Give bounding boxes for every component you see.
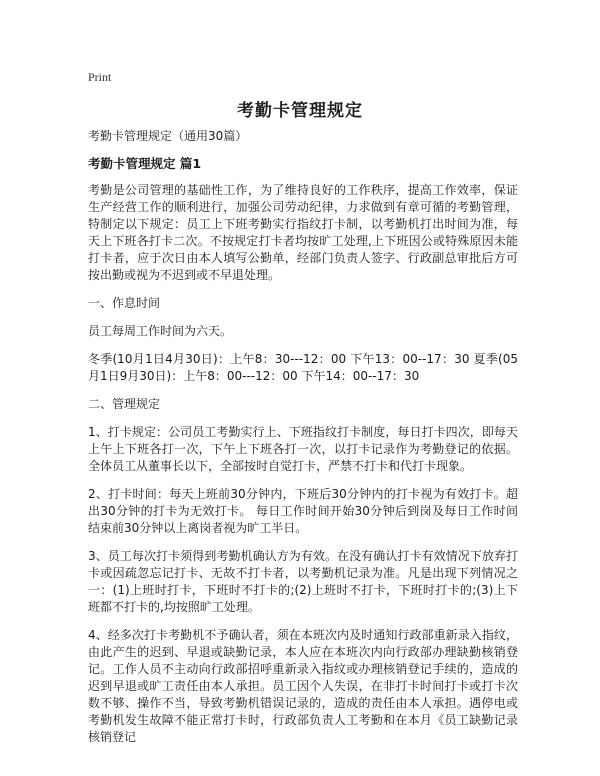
paragraph-rule-4: 4、经多次打卡考勤机不予确认者，须在本班次内及时通知行政部重新录入指纹，由此产生的迟到、早退或缺勤记录，本人应在本班次内向行政部办理缺勤核销登记。工作人员不主动向行政部招呼重新录入指纹或办理核销登记手续的，造成的迟到早退或旷工责任由本人承担。员工因个人失误，在非打卡时间打卡或打卡次数不够、操作不当，导致考勤机错误记录的，造成的责任由本人承担。遇停电或考勤机发生故障不能正常打卡时，行政部负责人工考勤和在本月《员工缺勤记录核销登记 bbox=[88, 628, 518, 744]
document-title: 考勤卡管理规定 bbox=[237, 101, 363, 121]
paragraph-rule-1: 1、打卡规定：公司员工考勤实行上、下班指纹打卡制度，每日打卡四次，即每天上午上下班各打一次，下午上下班各打一次，以打卡记录作为考勤登记的依据。全体员工从董事长以下，全部按时自觉打卡，严禁不打卡和代打卡现象。 bbox=[88, 425, 518, 473]
paragraph-rule-3: 3、员工每次打卡须得到考勤机确认方为有效。在没有确认打卡有效情况下放弃打卡或因疏忽忘记打卡、无故不打卡者，以考勤机记录为准。凡是出现下列情况之一：(1)上班时打卡，下班时不打卡的;(2)上班时不打卡，下班时打卡的;(3)上下班都不打卡的,均按照旷工处理。 bbox=[88, 549, 518, 614]
paragraph-work-days: 员工每周工作时间为六天。 bbox=[88, 324, 233, 338]
document-subtitle: 考勤卡管理规定（通用30篇） bbox=[88, 129, 248, 143]
paragraph-intro: 考勤是公司管理的基础性工作，为了维持良好的工作秩序，提高工作效率，保证生产经营工作的顺利进行，加强公司劳动纪律，力求做到有章可循的考勤管理，特制定以下规定：员工上下班考勤实行指纹打卡制，以考勤机打出时间为准，每天上下班各打卡二次。不按规定打卡者均按旷工处理,上下班因公或特殊原因未能打卡者，应于次日由本人填写公勤单，经部门负责人签字、行政副总审批后方可按出勤或视为不迟到或不早退处理。 bbox=[88, 183, 518, 282]
heading-rules: 二、管理规定 bbox=[88, 397, 161, 411]
heading-work-hours: 一、作息时间 bbox=[88, 296, 161, 310]
document-body bbox=[88, 128, 518, 757]
paragraph-rule-2: 2、打卡时间：每天上班前30分钟内，下班后30分钟内的打卡视为有效打卡。超出30分钟的打卡为无效打卡。 每日工作时间开始30分钟后到岗及每日工作时间结束前30分钟以上离岗者视为旷工半日。 bbox=[88, 487, 518, 535]
section-heading: 考勤卡管理规定 篇1 bbox=[88, 156, 202, 171]
print-label: Print bbox=[88, 70, 112, 84]
paragraph-schedule: 冬季(10月1日4月30日)：上午8：30---12：00 下午13：00--17：30 夏季(05月1日9月30日)：上午8：00---12：00 下午14：00--17：30 bbox=[88, 352, 518, 383]
